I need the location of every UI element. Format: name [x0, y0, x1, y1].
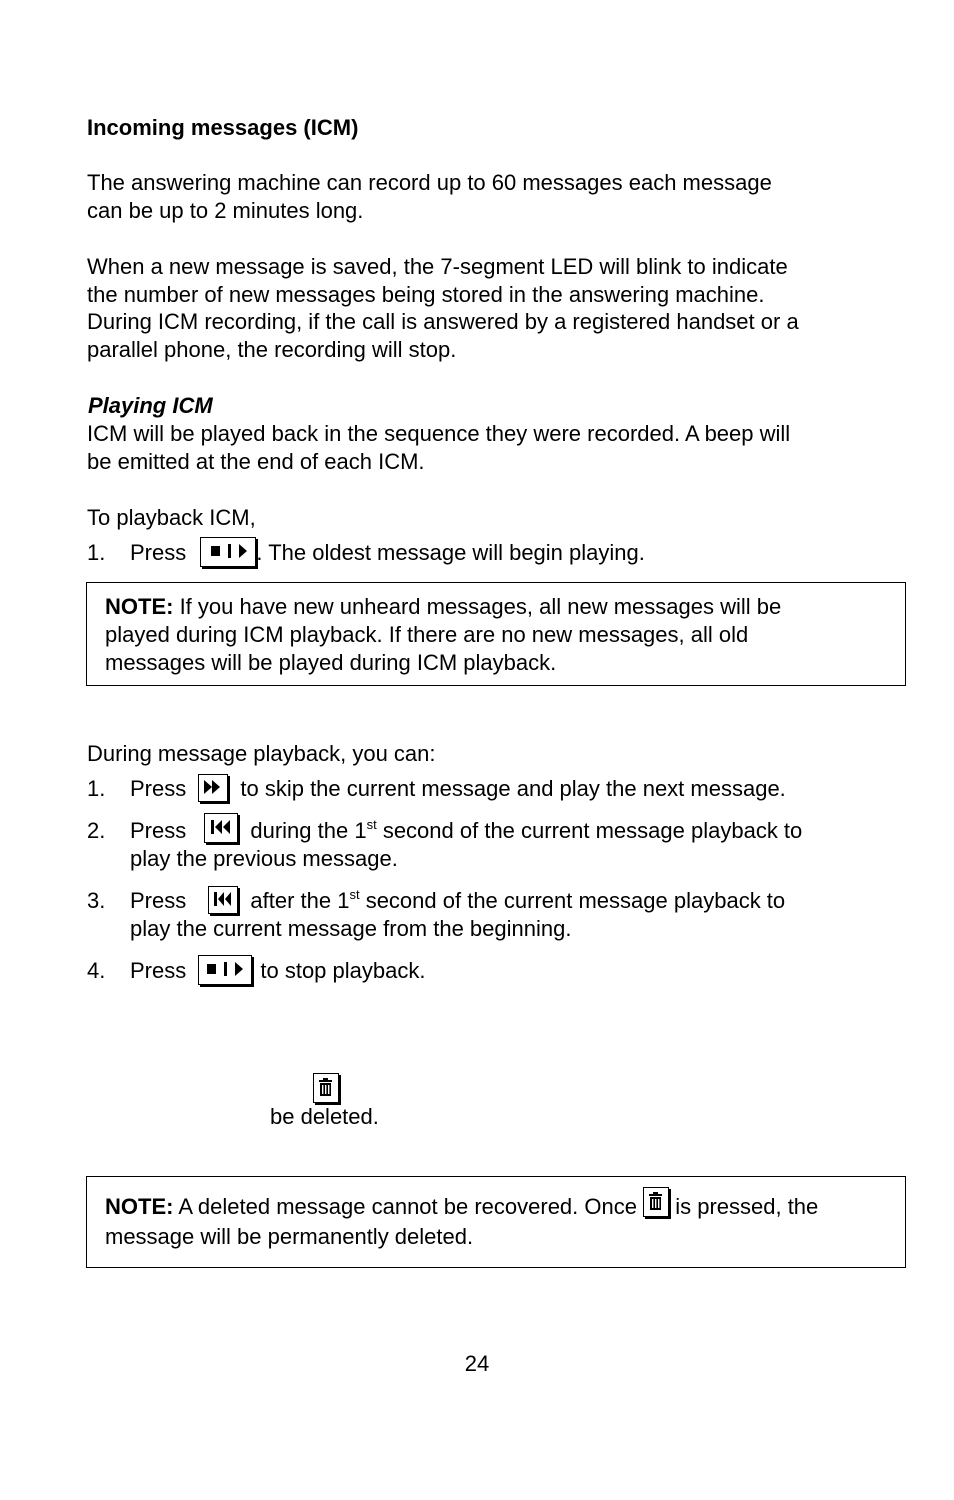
trash-icon	[644, 1188, 667, 1215]
skip-back-button	[208, 886, 238, 914]
delete-button	[313, 1073, 339, 1103]
note-text-line2: message will be permanently deleted.	[105, 1224, 474, 1250]
list-item-text-cont: second of the current message playback to	[376, 818, 803, 843]
note-label: NOTE:	[105, 594, 174, 619]
playing-intro-line2: be emitted at the end of each ICM.	[87, 449, 425, 474]
play-stop-icon	[201, 538, 254, 565]
superscript: st	[366, 817, 377, 832]
paragraph-led-line3: During ICM recording, if the call is answered by a registered handset or a	[87, 309, 799, 334]
paragraph-capacity-line1: The answering machine can record up to 60 messages each message	[87, 170, 772, 195]
note-text-line3: messages will be played during ICM playback.	[105, 650, 557, 675]
to-playback-text: To playback ICM,	[87, 505, 256, 530]
skip-back-icon	[205, 814, 236, 841]
list-item-text: after the 1	[250, 888, 350, 913]
note-label: NOTE:	[105, 1194, 174, 1219]
list-item-stop	[130, 957, 425, 987]
skip-back-icon	[209, 887, 236, 912]
play-stop-button	[200, 537, 256, 567]
skip-back-button	[204, 813, 238, 843]
step-1	[130, 539, 645, 569]
list-number: 2.	[87, 818, 106, 843]
during-intro: During message playback, you can:	[87, 741, 436, 766]
section-heading: Incoming messages (ICM)	[87, 115, 359, 140]
list-item-line2: play the current message from the beginning.	[130, 916, 572, 941]
list-number: 3.	[87, 888, 106, 913]
list-item-previous	[130, 817, 802, 847]
playing-intro-line1: ICM will be played back in the sequence they were recorded. A beep will	[87, 421, 791, 446]
trash-icon	[314, 1074, 337, 1101]
list-item-skip	[130, 775, 786, 804]
delete-fragment-text: be deleted.	[270, 1104, 379, 1129]
press-label: Press	[130, 776, 187, 801]
list-item-text: to skip the current message and play the next message.	[240, 776, 786, 801]
delete-button	[643, 1187, 669, 1217]
paragraph-led-line4: parallel phone, the recording will stop.	[87, 337, 457, 362]
paragraph-led-line2: the number of new messages being stored in the answering machine.	[87, 282, 765, 307]
skip-forward-icon	[199, 775, 226, 800]
note-text-line1: If you have new unheard messages, all new messages will be	[173, 594, 782, 619]
paragraph-led-line1: When a new message is saved, the 7-segment LED will blink to indicate	[87, 254, 788, 279]
list-number: 4.	[87, 958, 106, 983]
superscript: st	[349, 887, 360, 902]
list-item-text: during the 1	[250, 818, 367, 843]
list-item-text: to stop playback.	[260, 958, 426, 983]
press-label: Press	[130, 958, 187, 983]
list-item-restart	[130, 887, 785, 916]
note-text-cont: is pressed, the	[669, 1194, 819, 1219]
note-text-line2: played during ICM playback. If there are no new messages, all old	[105, 622, 749, 647]
playing-subheading: Playing ICM	[88, 393, 213, 418]
list-number: 1.	[87, 776, 106, 801]
list-item-line2: play the previous message.	[130, 846, 398, 871]
page-number: 24	[464, 1351, 490, 1376]
play-stop-icon	[199, 956, 250, 983]
note-box-deleted	[86, 1176, 906, 1268]
press-label: Press	[130, 818, 187, 843]
skip-forward-button	[198, 774, 228, 802]
press-label: Press	[130, 540, 187, 565]
step-1-text: . The oldest message will begin playing.	[256, 540, 645, 565]
list-item-text-cont: second of the current message playback to	[359, 888, 786, 913]
note-text: A deleted message cannot be recovered. Once	[173, 1194, 644, 1219]
play-stop-button	[198, 955, 252, 985]
note-box-unheard	[86, 582, 906, 686]
press-label: Press	[130, 888, 187, 913]
step-number: 1.	[87, 540, 106, 565]
paragraph-capacity-line2: can be up to 2 minutes long.	[87, 198, 364, 223]
